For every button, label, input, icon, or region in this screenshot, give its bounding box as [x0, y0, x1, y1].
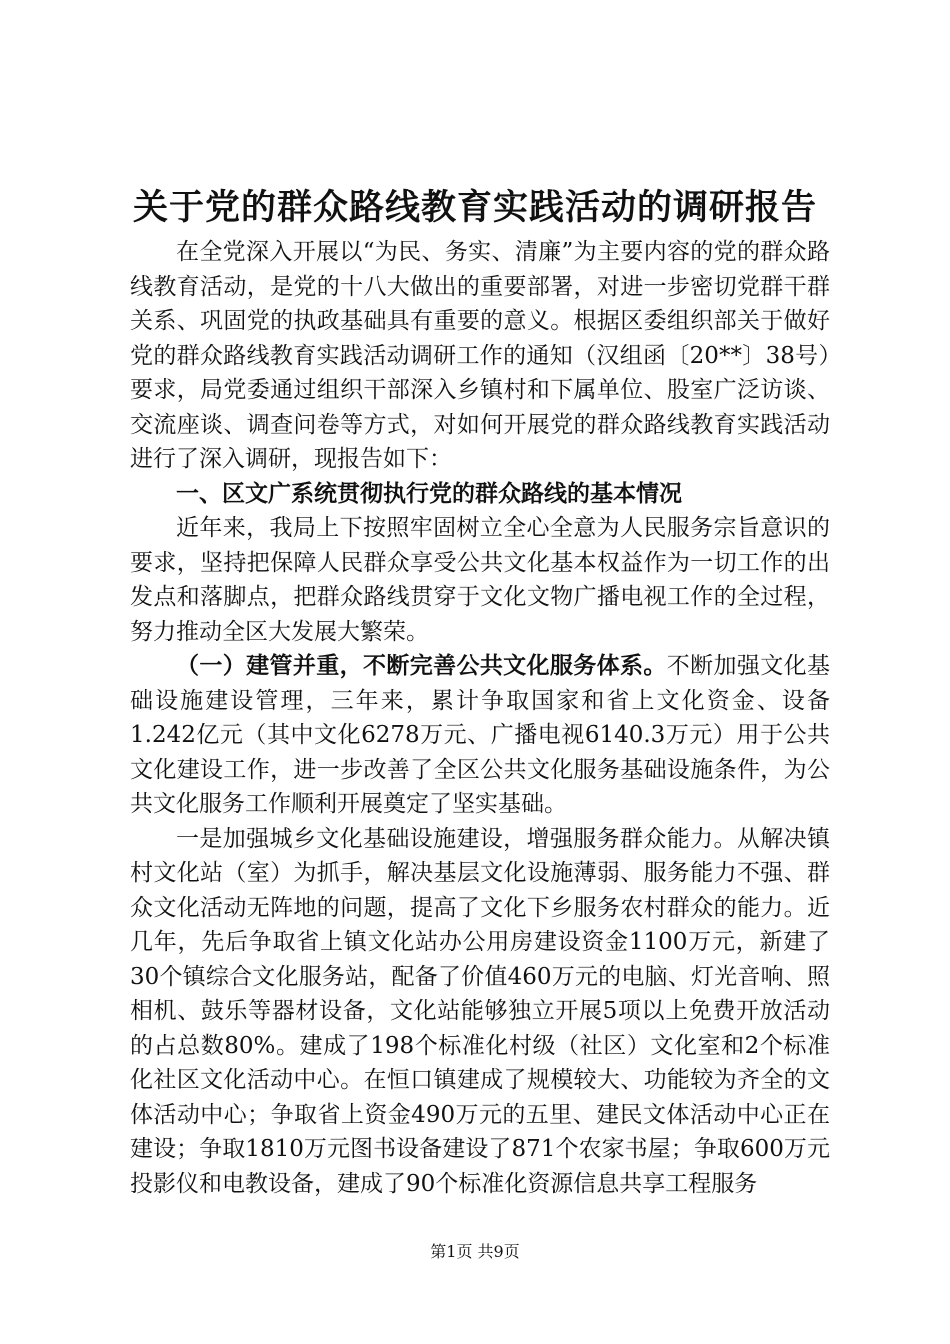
intro-paragraph: 在全党深入开展以“为民、务实、清廉”为主要内容的党的群众路线教育活动，是党的十八大做出的重要部署，对进一步密切党群干群关系、巩固党的执政基础具有重要的意义。根据区委组织部关于做好党的群众路线教育实践活动调研工作的通知（汉组函〔20**〕38号）要求，局党委通过组织干部深入乡镇村和下属单位、股室广泛访谈、交流座谈、调查问卷等方式，对如何开展党的群众路线教育实践活动进行了深入调研，现报告如下： — [130, 239, 830, 472]
page-footer: 第1页 共9页 — [430, 1242, 520, 1261]
section-heading: 一、区文广系统贯彻执行党的群众路线的基本情况 — [176, 479, 682, 507]
section-paragraph: 近年来，我局上下按照牢固树立全心全意为人民服务宗旨意识的要求，坚持把保障人民群众享受公共文化基本权益作为一切工作的出发点和落脚点，把群众路线贯穿于文化文物广播电视工作的全过程，努力推动全区大发展大繁荣。 — [130, 515, 830, 645]
document-body — [130, 235, 830, 1201]
subsection-paragraph — [130, 649, 830, 822]
point-paragraph: 一是加强城乡文化基础设施建设，增强服务群众能力。从解决镇村文化站（室）为抓手，解决基层文化设施薄弱、服务能力不强、群众文化活动无阵地的问题，提高了文化下乡服务农村群众的能力。近几年，先后争取省上镇文化站办公用房建设资金1100万元，新建了30个镇综合文化服务站，配备了价值460万元的电脑、灯光音响、照相机、鼓乐等器材设备，文化站能够独立开展5项以上免费开放活动的占总数80%。建成了198个标准化村级（社区）文化室和2个标准化社区文化活动中心。在恒口镇建成了规模较大、功能较为齐全的文体活动中心；争取省上资金490万元的五里、建民文体活动中心正在建设；争取1810万元图书设备建设了871个农家书屋；争取600万元投影仪和电教设备，建成了90个标准化资源信息共享工程服务 — [130, 825, 830, 1197]
subsection-heading: （一）建管并重，不断完善公共文化服务体系。 — [176, 652, 667, 679]
subsection-text: 不断加强文化基础设施建设管理，三年来，累计争取国家和省上文化资金、设备1.242亿元（其中文化6278万元、广播电视6140.3万元）用于公共文化建设工作，进一步改善了全区公共文化服务基础设施条件，为公共文化服务工作顺利开展奠定了坚实基础。 — [130, 653, 831, 817]
document-title: 关于党的群众路线教育实践活动的调研报告 — [132, 187, 817, 228]
